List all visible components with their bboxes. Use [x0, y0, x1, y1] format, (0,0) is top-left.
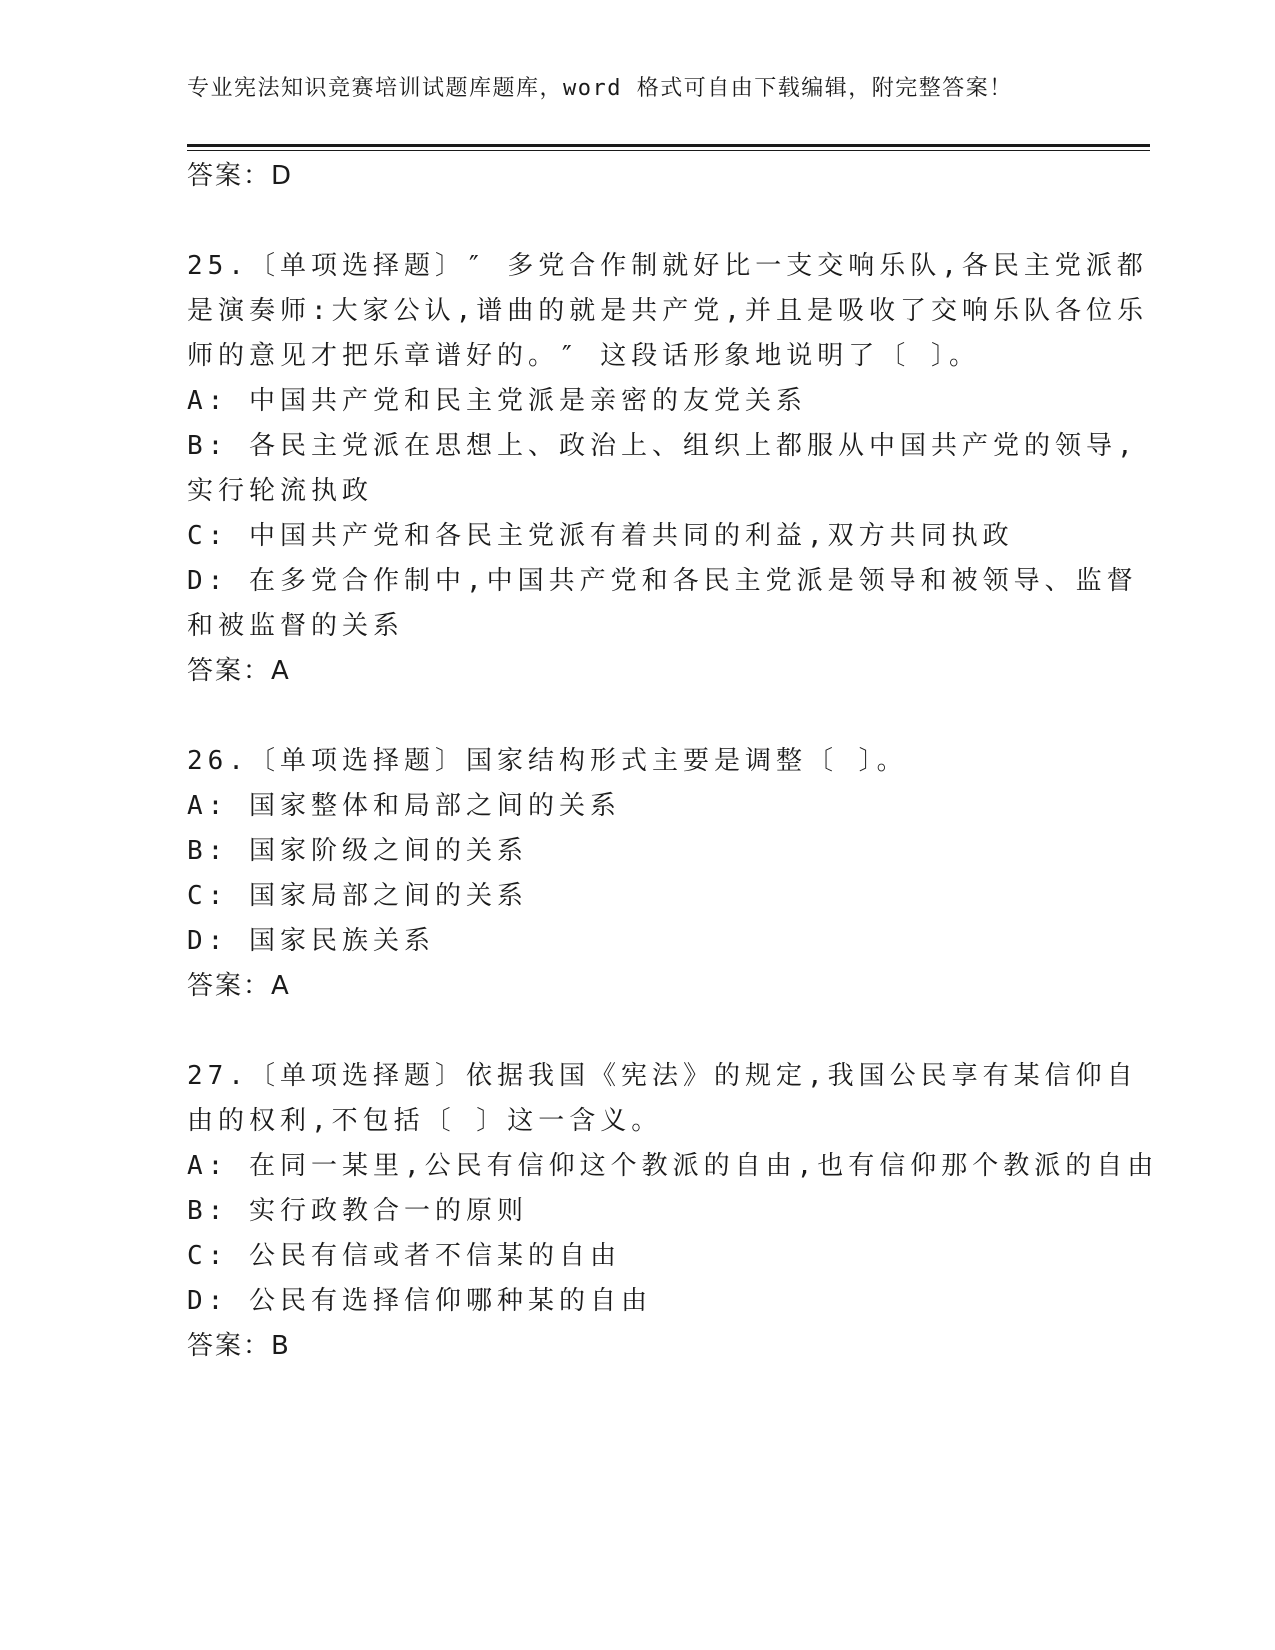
option-d: D: 在多党合作制中,中国共产党和各民主党派是领导和被领导、监督: [187, 566, 1138, 596]
option-b-continued: 实行轮流执政: [187, 476, 374, 506]
question-stem-line: 25.〔单项选择题〕″ 多党合作制就好比一支交响乐队,各民主党派都: [187, 251, 1148, 281]
question-27: [187, 1054, 1159, 1369]
document-body: [187, 154, 1159, 1369]
previous-answer: 答案：D: [187, 161, 294, 191]
option-d-continued: 和被监督的关系: [187, 611, 405, 641]
option-b: B: 各民主党派在思想上、政治上、组织上都服从中国共产党的领导,: [187, 431, 1138, 461]
question-stem-line: 由的权利,不包括〔 〕这一含义。: [187, 1106, 663, 1136]
option-c: C: 国家局部之间的关系: [187, 881, 528, 911]
question-stem-line: 师的意见才把乐章谱好的。″ 这段话形象地说明了〔 〕。: [187, 341, 980, 371]
question-answer: 答案：B: [187, 1331, 291, 1361]
option-c: C: 公民有信或者不信某的自由: [187, 1241, 621, 1271]
option-c: C: 中国共产党和各民主党派有着共同的利益,双方共同执政: [187, 521, 1014, 551]
option-a: A: 在同一某里,公民有信仰这个教派的自由,也有信仰那个教派的自由: [187, 1151, 1159, 1181]
option-b: B: 实行政教合一的原则: [187, 1196, 528, 1226]
header-rule-thick: [187, 144, 1150, 147]
question-25: [187, 244, 1148, 694]
header-rule-thin: [187, 150, 1150, 151]
question-stem-line: 27.〔单项选择题〕依据我国《宪法》的规定,我国公民享有某信仰自: [187, 1061, 1138, 1091]
question-answer: 答案：A: [187, 656, 291, 686]
option-d: D: 公民有选择信仰哪种某的自由: [187, 1286, 652, 1316]
option-d: D: 国家民族关系: [187, 926, 435, 956]
question-stem-line: 26.〔单项选择题〕国家结构形式主要是调整〔 〕。: [187, 746, 908, 776]
option-a: A: 中国共产党和民主党派是亲密的友党关系: [187, 386, 807, 416]
question-stem-line: 是演奏师:大家公认,谱曲的就是共产党,并且是吸收了交响乐队各位乐: [187, 296, 1148, 326]
page-header: 专业宪法知识竞赛培训试题库题库，word 格式可自由下载编辑，附完整答案！: [187, 76, 1013, 101]
question-26: [187, 739, 1087, 1009]
option-a: A: 国家整体和局部之间的关系: [187, 791, 621, 821]
question-answer: 答案：A: [187, 971, 291, 1001]
option-b: B: 国家阶级之间的关系: [187, 836, 528, 866]
